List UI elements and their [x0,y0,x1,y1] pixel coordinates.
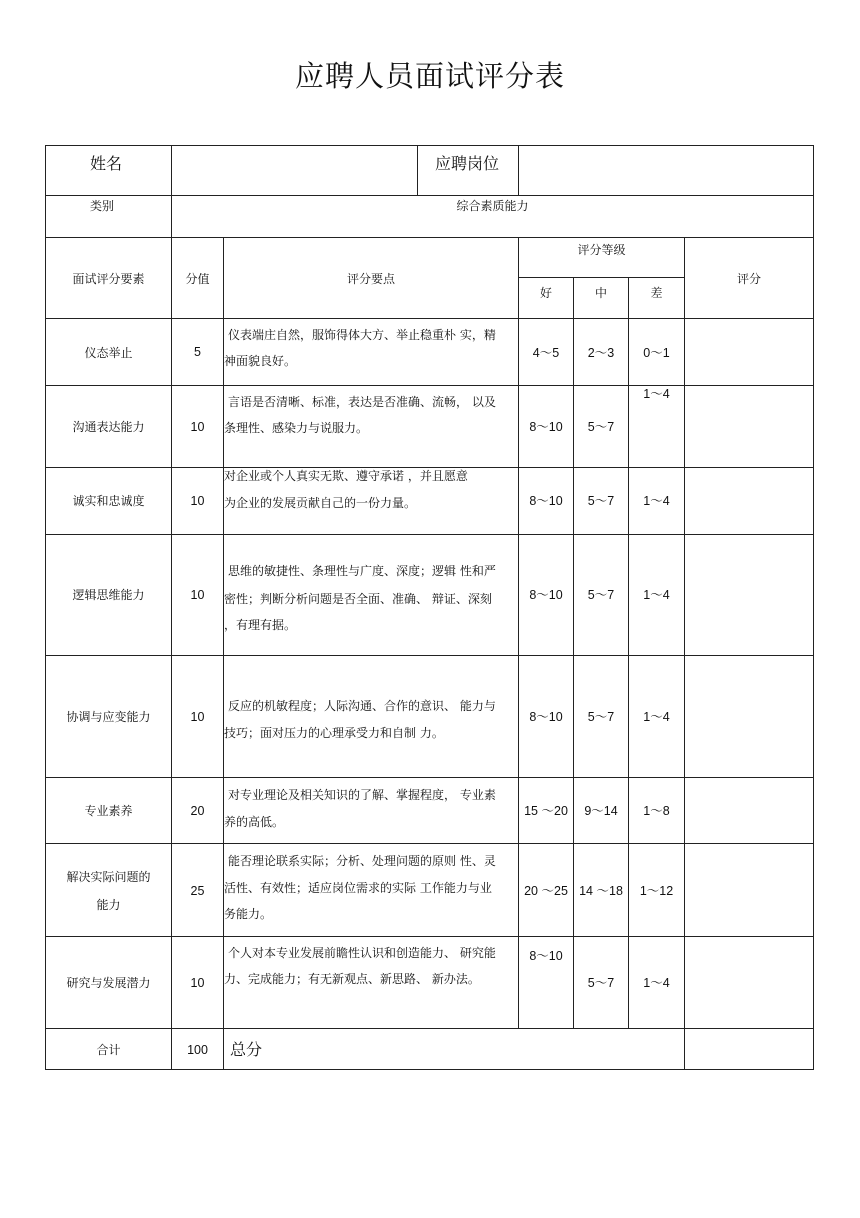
row-2-element: 沟通表达能力 [72,420,145,434]
row-1-points-1: 仪表端庄自然，服饰得体大方、举止稳重朴 实，精 [228,328,496,342]
row-6-mid: 9～14 [584,804,618,818]
total-label: 合计 [96,1043,121,1057]
row-2-mid: 5～7 [587,420,615,434]
row-3-mid: 5～7 [587,494,615,508]
rating-header: 评分 [736,272,761,286]
row-5-mid: 5～7 [587,710,615,724]
row-4-element: 逻辑思维能力 [72,588,145,602]
row-7-element: 解决实际问题的 [66,870,151,884]
row-7-mid: 14 ～18 [579,884,623,898]
name-field[interactable] [172,146,417,195]
grade-header: 评分等级 [577,243,626,257]
row-4-points-3: ，有理有据。 [224,618,297,632]
row-6-rating-field[interactable] [685,778,813,843]
row-8-points-2: 力、完成能力；有无新观点、新思路、 新办法。 [224,972,480,986]
row-3-bad: 1～4 [643,494,670,508]
row-6-element: 专业素养 [84,804,133,818]
row-7-score: 25 [190,884,205,898]
row-5-element: 协调与应变能力 [66,710,151,724]
grade-mid-header: 中 [594,286,607,300]
row-8-element: 研究与发展潜力 [66,976,151,990]
row-8-good: 8～10 [529,949,563,963]
row-2-bad: 1～4 [643,387,670,401]
row-2-good: 8～10 [529,420,563,434]
row-1-points-2: 神面貌良好。 [224,354,297,368]
position-field[interactable] [519,146,813,195]
row-6-good: 15 ～20 [524,804,568,818]
row-8-mid: 5～7 [587,976,615,990]
element-header: 面试评分要素 [72,272,145,286]
row-1-good: 4～5 [532,346,560,360]
row-5-bad: 1～4 [643,710,670,724]
category-value: 综合素质能力 [456,199,529,213]
row-4-good: 8～10 [529,588,563,602]
row-3-rating-field[interactable] [685,468,813,534]
row-7-bad: 1～12 [639,884,674,898]
row-1-element: 仪态举止 [84,346,133,360]
row-5-points-1: 反应的机敏程度；人际沟通、合作的意识、 能力与 [228,699,496,713]
name-label: 姓名 [90,154,123,173]
row-7-points-1: 能否理论联系实际；分析、处理问题的原则 性、灵 [228,854,496,868]
total-text: 总分 [230,1040,263,1059]
row-4-mid: 5～7 [587,588,615,602]
total-score: 100 [187,1043,208,1057]
row-6-score: 20 [190,804,205,818]
row-7-good: 20 ～25 [524,884,568,898]
row-4-points-2: 密性；判断分析问题是否全面、准确、 辩证、深刻 [224,592,492,606]
row-8-rating-field[interactable] [685,937,813,1028]
row-6-points-2: 养的高低。 [224,815,285,829]
row-7-points-3: 务能力。 [224,907,273,921]
row-3-score: 10 [190,494,205,508]
row-7-rating-field[interactable] [685,844,813,936]
row-4-points-1: 思维的敏捷性、条理性与广度、深度；逻辑 性和严 [228,564,496,578]
grade-good-header: 好 [539,286,552,300]
row-1-rating-field[interactable] [685,319,813,385]
row-8-points-1: 个人对本专业发展前瞻性认识和创造能力、 研究能 [228,946,496,960]
row-3-points-1: 对企业或个人真实无欺、遵守承诺 ，并且愿意 [224,469,468,483]
row-1-bad: 0～1 [643,346,670,360]
row-3-good: 8～10 [529,494,563,508]
row-6-points-1: 对专业理论及相关知识的了解、掌握程度， 专业素 [228,788,496,802]
row-2-rating-field[interactable] [685,386,813,467]
row-2-points-1: 言语是否清晰、标准，表达是否准确、流畅， 以及 [228,395,496,409]
score-header: 分值 [185,272,210,286]
row-1-score: 5 [194,345,201,359]
row-5-good: 8～10 [529,710,563,724]
row-5-score: 10 [190,710,205,724]
row-5-points-2: 技巧；面对压力的心理承受力和自制 力。 [224,726,444,740]
points-header: 评分要点 [346,272,395,286]
row-7-element-2: 能力 [96,898,121,912]
row-3-element: 诚实和忠诚度 [72,494,145,508]
row-2-points-2: 条理性、感染力与说服力。 [224,421,369,435]
row-4-score: 10 [190,588,205,602]
row-6-bad: 1～8 [643,804,670,818]
row-2-score: 10 [190,420,205,434]
row-5-rating-field[interactable] [685,656,813,777]
row-4-bad: 1～4 [643,588,670,602]
position-label: 应聘岗位 [435,154,500,173]
row-1-mid: 2～3 [587,346,615,360]
page-title: 应聘人员面试评分表 [294,59,565,93]
row-7-points-2: 活性、有效性；适应岗位需求的实际 工作能力与业 [224,881,492,895]
row-8-bad: 1～4 [643,976,670,990]
category-label: 类别 [90,199,115,213]
grade-bad-header: 差 [650,286,663,300]
total-rating-field[interactable] [685,1029,813,1069]
row-3-points-2: 为企业的发展贡献自己的一份力量。 [224,496,417,510]
row-8-score: 10 [190,976,205,990]
row-4-rating-field[interactable] [685,535,813,655]
